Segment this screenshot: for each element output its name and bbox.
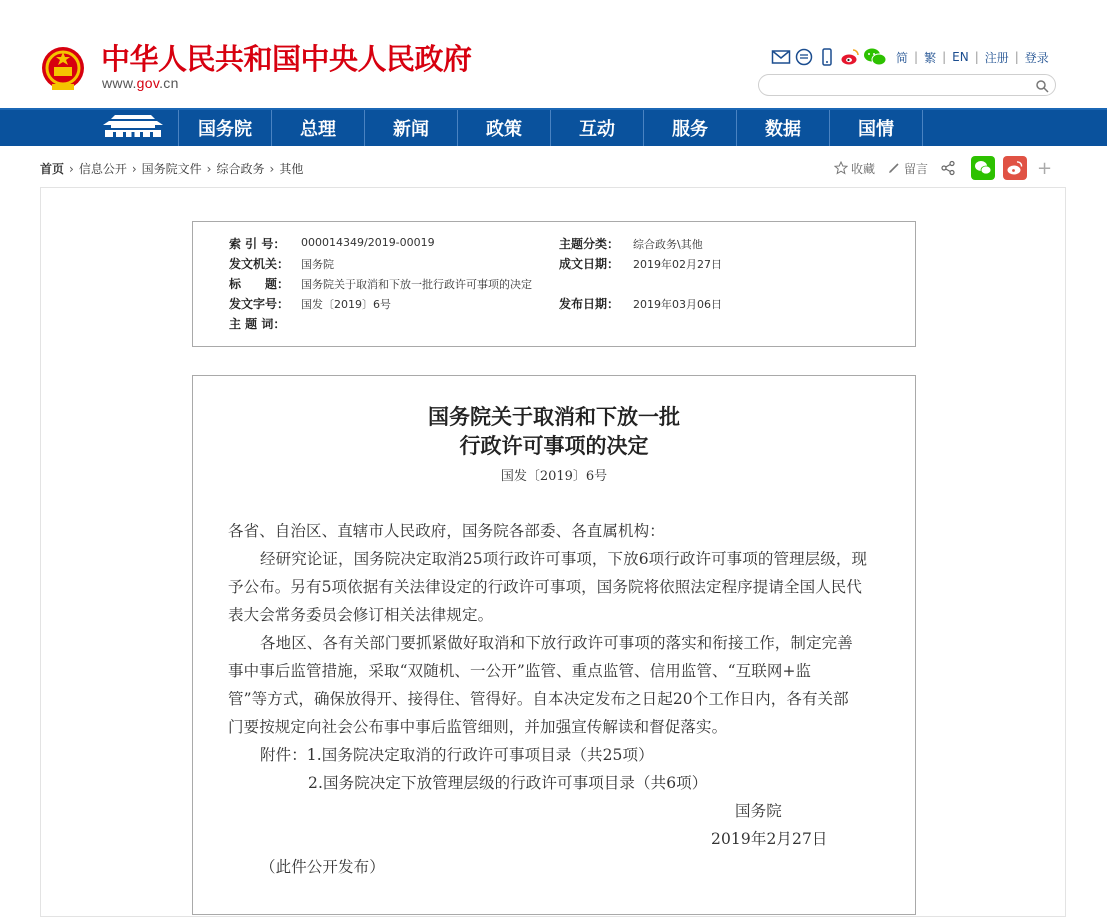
document-paragraph-line: 各地区、各有关部门要抓紧做好取消和下放行政许可事项的落实和衔接工作，制定完善 (260, 634, 853, 652)
attachment-item-1[interactable]: 附件：1.国务院决定取消的行政许可事项目录（共25项） (260, 746, 654, 764)
lang-traditional-link[interactable]: 繁 (924, 50, 937, 65)
nav-item-state-council[interactable]: 国务院 (179, 110, 272, 146)
keywords-label: 主 题 词： (229, 317, 286, 331)
language-links (896, 49, 1049, 66)
nav-item-national-profile[interactable]: 国情 (830, 110, 923, 146)
document-title-line: 国务院关于取消和下放一批 (428, 404, 680, 429)
doc-number-label: 发文字号： (229, 297, 290, 311)
document-title-line: 行政许可事项的决定 (459, 433, 649, 458)
national-emblem-icon[interactable] (40, 44, 86, 94)
domain-main: gov (136, 75, 160, 91)
document-paragraph-line: 事中事后监管措施，采取“双随机、一公开”监管、重点监管、信用监管、“互联网+监 (228, 662, 812, 680)
document-sign-date: 2019年2月27日 (711, 830, 828, 848)
mobile-icon[interactable] (817, 47, 837, 67)
breadcrumb-separator: › (206, 161, 212, 176)
breadcrumb-home[interactable]: 首页 (40, 162, 65, 176)
nav-home-button[interactable] (88, 110, 179, 146)
lang-separator: | (974, 50, 979, 64)
header-tools (771, 46, 1049, 68)
document-salutation: 各省、自治区、直辖市人民政府，国务院各部委、各直属机构： (228, 522, 665, 540)
share-bar (834, 156, 1052, 180)
document-body (192, 375, 916, 915)
document-metadata-table (192, 221, 916, 347)
login-link[interactable]: 登录 (1024, 50, 1049, 65)
breadcrumb-info-disclosure[interactable]: 信息公开 (78, 162, 127, 176)
nav-item-services[interactable]: 服务 (644, 110, 737, 146)
wechat-icon (974, 160, 992, 176)
nav-item-interaction[interactable]: 互动 (551, 110, 644, 146)
favorite-button[interactable] (834, 160, 875, 177)
wechat-icon[interactable] (863, 47, 887, 67)
document-number: 国发〔2019〕6号 (500, 469, 608, 484)
breadcrumb-separator: › (269, 161, 275, 176)
document-paragraph-line: 经研究论证，国务院决定取消25项行政许可事项，下放6项行政许可事项的管理层级，现 (260, 550, 868, 568)
domain-suffix: .cn (159, 75, 179, 91)
search-box (758, 74, 1056, 96)
share-icon[interactable] (940, 160, 959, 176)
breadcrumb-other[interactable]: 其他 (279, 162, 304, 176)
site-domain (102, 75, 179, 91)
register-link[interactable]: 注册 (984, 50, 1009, 65)
written-date-label: 成文日期： (559, 257, 620, 271)
nav-item-premier[interactable]: 总理 (272, 110, 365, 146)
comment-button[interactable] (887, 160, 928, 177)
breadcrumb-council-documents[interactable]: 国务院文件 (141, 162, 202, 176)
lang-separator: | (1014, 50, 1019, 64)
plus-icon[interactable]: + (1037, 157, 1053, 179)
favorite-label: 收藏 (851, 161, 876, 176)
index-number-label: 索 引 号： (229, 237, 286, 251)
lang-separator: | (942, 50, 947, 64)
issuer-value: 国务院 (301, 258, 334, 271)
lang-english-link[interactable]: EN (952, 50, 969, 64)
search-icon[interactable] (1035, 78, 1049, 92)
document-paragraph-line: 管”等方式，确保放得开、接得住、管得好。自本决定发布之日起20个工作日内，各有关部 (228, 690, 849, 708)
search-input[interactable] (769, 76, 1033, 94)
domain-prefix: www. (102, 75, 137, 91)
breadcrumb-general-affairs[interactable]: 综合政务 (216, 162, 265, 176)
lang-separator: | (914, 50, 919, 64)
comment-label: 留言 (904, 161, 929, 176)
document-paragraph-line: 表大会常务委员会修订相关法律规定。 (228, 606, 494, 624)
category-label: 主题分类： (559, 237, 620, 251)
nav-item-news[interactable]: 新闻 (365, 110, 458, 146)
weibo-icon (1006, 160, 1024, 176)
main-nav (0, 108, 1107, 146)
chat-icon[interactable] (794, 47, 814, 67)
weibo-icon[interactable] (840, 47, 860, 67)
attachment-item-2[interactable]: 2.国务院决定下放管理层级的行政许可事项目录（共6项） (308, 774, 708, 792)
title-value: 国务院关于取消和下放一批行政许可事项的决定 (301, 278, 532, 291)
nav-item-policies[interactable]: 政策 (458, 110, 551, 146)
breadcrumb-separator: › (131, 161, 137, 176)
document-paragraph-line: 予公布。另有5项依据有关法律设定的行政许可事项，国务院将依照法定程序提请全国人民代 (228, 578, 862, 596)
written-date-value: 2019年02月27日 (633, 258, 722, 271)
document-title (193, 402, 915, 460)
document-paragraph-line: 门要按规定向社会公布事中事后监管细则，并加强宣传解读和督促落实。 (228, 718, 728, 736)
index-number-value: 000014349/2019-00019 (301, 236, 435, 249)
publication-note: （此件公开发布） (260, 858, 385, 876)
lang-simplified-link[interactable]: 简 (896, 50, 909, 65)
mail-icon[interactable] (771, 47, 791, 67)
site-title[interactable]: 中华人民共和国中央人民政府 (101, 42, 472, 76)
star-icon (834, 161, 848, 175)
doc-number-value: 国发〔2019〕6号 (301, 298, 391, 311)
weibo-share-button[interactable] (1003, 156, 1027, 180)
issuer-label: 发文机关： (229, 257, 290, 271)
tiananmen-icon (101, 113, 165, 143)
document-signatory: 国务院 (735, 802, 782, 820)
publish-date-label: 发布日期： (559, 297, 620, 311)
title-label: 标 题： (229, 277, 290, 291)
breadcrumb-separator: › (69, 161, 74, 176)
category-value: 综合政务\其他 (633, 238, 703, 251)
wechat-share-button[interactable] (971, 156, 995, 180)
publish-date-value: 2019年03月06日 (633, 298, 722, 311)
pencil-icon (887, 161, 901, 175)
breadcrumb (40, 160, 303, 177)
nav-items (179, 110, 923, 146)
nav-item-data[interactable]: 数据 (737, 110, 830, 146)
site-header (0, 0, 1107, 108)
